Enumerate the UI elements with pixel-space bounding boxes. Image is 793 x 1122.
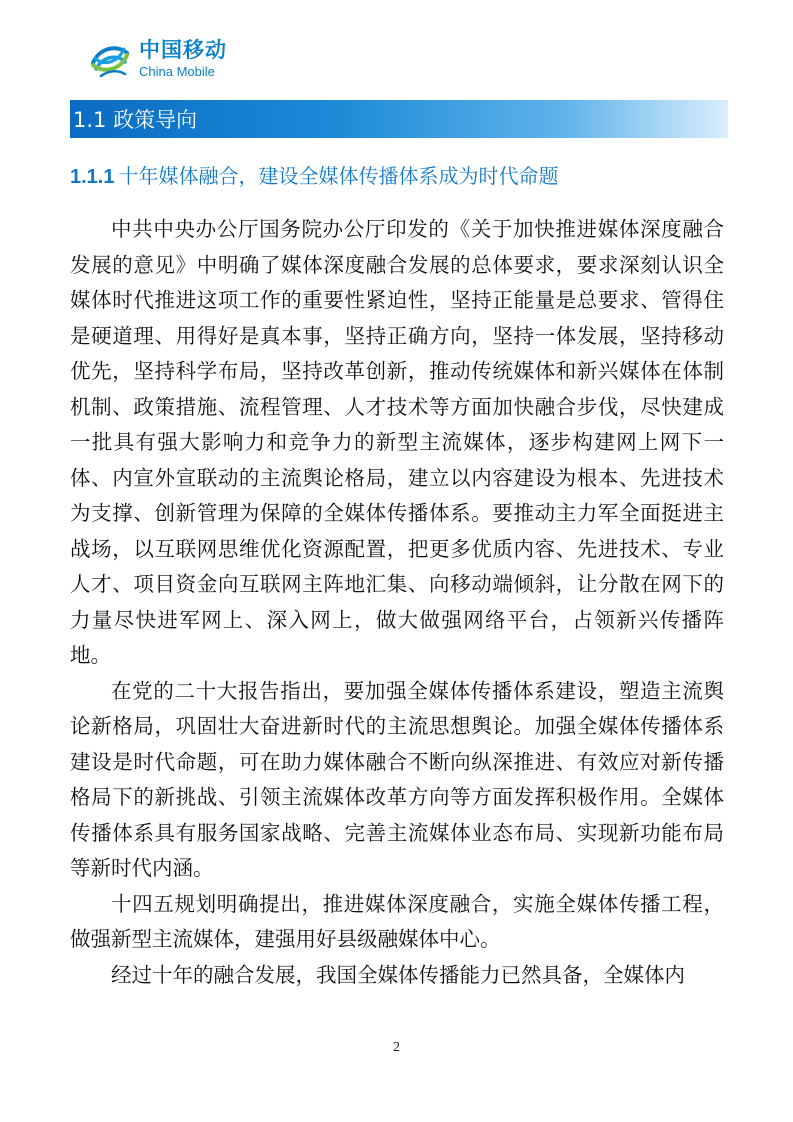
logo-chinese-name: 中国移动 [139, 38, 227, 62]
subsection-number: 1.1.1 [70, 166, 115, 188]
body-text [70, 212, 724, 993]
paragraph: 十四五规划明确提出，推进媒体深度融合，实施全媒体传播工程，做强新型主流媒体，建强用好县级融媒体中心。 [70, 891, 724, 951]
china-mobile-logo-icon [87, 36, 133, 82]
paragraph: 中共中央办公厅国务院办公厅印发的《关于加快推进媒体深度融合发展的意见》中明确了媒体深度融合发展的总体要求，要求深刻认识全媒体时代推进这项工作的重要性紧迫性，坚持正能量是总要求、管得住是硬道理、用得好是真本事，坚持正确方向，坚持一体发展，坚持移动优先，坚持科学布局，坚持改革创新，推动传统媒体和新兴媒体在体制机制、政策措施、流程管理、人才技术等方面加快融合步伐，尽快建成一批具有强大影响力和竞争力的新型主流媒体，逐步构建网上网下一体、内宣外宣联动的主流舆论格局，建立以内容建设为根本、先进技术为支撑、创新管理为保障的全媒体传播体系。要推动主力军全面挺进主战场，以互联网思维优化资源配置，把更多优质内容、先进技术、专业人才、项目资金向互联网主阵地汇集、向移动端倾斜，让分散在网下的力量尽快进军网上、深入网上，做大做强网络平台，占领新兴传播阵地。 [70, 217, 724, 667]
section-title: 1.1 政策导向 [73, 108, 198, 132]
subsection-heading [70, 160, 558, 189]
paragraph: 在党的二十大报告指出，要加强全媒体传播体系建设，塑造主流舆论新格局，巩固壮大奋进新时代的主流思想舆论。加强全媒体传播体系建设是时代命题，可在助力媒体融合不断向纵深推进、有效应对新传播格局下的新挑战、引领主流媒体改革方向等方面发挥积极作用。全媒体传播体系具有服务国家战略、完善主流媒体业态布局、实现新功能布局等新时代内涵。 [70, 678, 724, 880]
page-number: 2 [393, 1040, 400, 1055]
header-logo [87, 36, 227, 82]
paragraph: 经过十年的融合发展，我国全媒体传播能力已然具备，全媒体内 [111, 962, 685, 987]
subsection-title: 十年媒体融合，建设全媒体传播体系成为时代命题 [118, 164, 559, 188]
logo-english-name: China Mobile [139, 64, 215, 79]
section-heading-bar [70, 100, 728, 138]
